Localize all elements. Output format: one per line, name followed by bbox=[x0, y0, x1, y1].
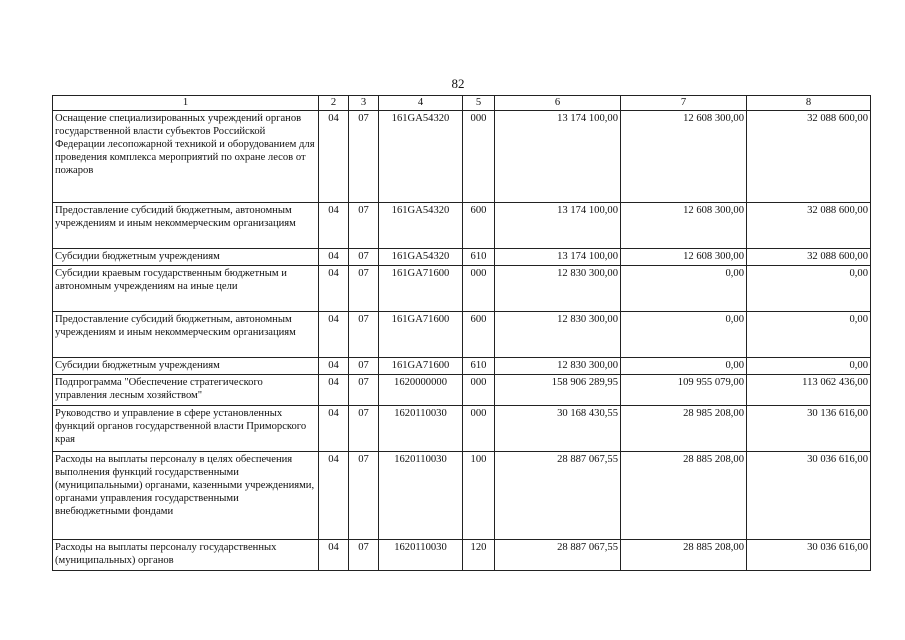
row-subsection: 07 bbox=[349, 312, 379, 358]
row-amount-3: 0,00 bbox=[747, 358, 871, 375]
row-subsection: 07 bbox=[349, 111, 379, 203]
budget-table bbox=[52, 95, 871, 571]
row-expense-type: 000 bbox=[463, 375, 495, 406]
row-amount-3: 30 036 616,00 bbox=[747, 452, 871, 540]
table-row bbox=[53, 540, 871, 571]
row-expense-type: 600 bbox=[463, 203, 495, 249]
table-row bbox=[53, 266, 871, 312]
row-target-code: 161GA54320 bbox=[379, 249, 463, 266]
table-row bbox=[53, 358, 871, 375]
row-expense-type: 100 bbox=[463, 452, 495, 540]
row-amount-2: 12 608 300,00 bbox=[621, 111, 747, 203]
row-target-code: 161GA71600 bbox=[379, 358, 463, 375]
row-section: 04 bbox=[319, 540, 349, 571]
row-section: 04 bbox=[319, 249, 349, 266]
row-amount-2: 109 955 079,00 bbox=[621, 375, 747, 406]
row-expense-type: 000 bbox=[463, 406, 495, 452]
row-name: Расходы на выплаты персоналу государственных (муниципальных) органов bbox=[53, 540, 319, 571]
row-section: 04 bbox=[319, 406, 349, 452]
row-expense-type: 600 bbox=[463, 312, 495, 358]
column-header: 7 bbox=[621, 96, 747, 111]
row-amount-3: 32 088 600,00 bbox=[747, 249, 871, 266]
row-expense-type: 610 bbox=[463, 249, 495, 266]
row-section: 04 bbox=[319, 452, 349, 540]
table-row bbox=[53, 249, 871, 266]
row-name: Руководство и управление в сфере установленных функций органов государственной власти Приморского края bbox=[53, 406, 319, 452]
column-header: 3 bbox=[349, 96, 379, 111]
row-target-code: 161GA54320 bbox=[379, 203, 463, 249]
row-subsection: 07 bbox=[349, 203, 379, 249]
row-amount-2: 0,00 bbox=[621, 266, 747, 312]
row-name: Предоставление субсидий бюджетным, автономным учреждениям и иным некоммерческим организациям bbox=[53, 312, 319, 358]
row-amount-1: 13 174 100,00 bbox=[495, 203, 621, 249]
row-amount-3: 0,00 bbox=[747, 266, 871, 312]
row-name: Оснащение специализированных учреждений органов государственной власти субъектов Российской Федерации лесопожарной техникой и оборудованием для проведения комплекса мероприятий по охране лесов от пожаров bbox=[53, 111, 319, 203]
row-amount-2: 28 885 208,00 bbox=[621, 452, 747, 540]
row-section: 04 bbox=[319, 312, 349, 358]
row-section: 04 bbox=[319, 358, 349, 375]
table-row bbox=[53, 203, 871, 249]
row-expense-type: 000 bbox=[463, 111, 495, 203]
row-amount-1: 13 174 100,00 bbox=[495, 249, 621, 266]
table-row bbox=[53, 312, 871, 358]
row-target-code: 1620110030 bbox=[379, 406, 463, 452]
row-amount-3: 113 062 436,00 bbox=[747, 375, 871, 406]
row-amount-3: 30 136 616,00 bbox=[747, 406, 871, 452]
row-name: Подпрограмма "Обеспечение стратегического управления лесным хозяйством" bbox=[53, 375, 319, 406]
row-subsection: 07 bbox=[349, 249, 379, 266]
row-amount-1: 13 174 100,00 bbox=[495, 111, 621, 203]
row-subsection: 07 bbox=[349, 452, 379, 540]
row-target-code: 1620110030 bbox=[379, 540, 463, 571]
column-header: 4 bbox=[379, 96, 463, 111]
row-name: Предоставление субсидий бюджетным, автономным учреждениям и иным некоммерческим организациям bbox=[53, 203, 319, 249]
row-expense-type: 000 bbox=[463, 266, 495, 312]
row-amount-3: 32 088 600,00 bbox=[747, 111, 871, 203]
row-subsection: 07 bbox=[349, 406, 379, 452]
row-subsection: 07 bbox=[349, 358, 379, 375]
row-amount-3: 0,00 bbox=[747, 312, 871, 358]
row-subsection: 07 bbox=[349, 266, 379, 312]
page-number: 82 bbox=[451, 76, 465, 91]
header-row bbox=[53, 96, 871, 111]
row-section: 04 bbox=[319, 111, 349, 203]
table-row bbox=[53, 406, 871, 452]
table-row bbox=[53, 452, 871, 540]
table-row bbox=[53, 375, 871, 406]
row-expense-type: 610 bbox=[463, 358, 495, 375]
row-amount-1: 30 168 430,55 bbox=[495, 406, 621, 452]
row-target-code: 161GA71600 bbox=[379, 312, 463, 358]
row-amount-2: 0,00 bbox=[621, 358, 747, 375]
column-header: 5 bbox=[463, 96, 495, 111]
row-amount-2: 12 608 300,00 bbox=[621, 203, 747, 249]
row-amount-2: 28 985 208,00 bbox=[621, 406, 747, 452]
row-target-code: 161GA71600 bbox=[379, 266, 463, 312]
row-amount-2: 28 885 208,00 bbox=[621, 540, 747, 571]
row-amount-1: 158 906 289,95 bbox=[495, 375, 621, 406]
column-header: 1 bbox=[53, 96, 319, 111]
column-header: 8 bbox=[747, 96, 871, 111]
row-target-code: 161GA54320 bbox=[379, 111, 463, 203]
row-amount-1: 28 887 067,55 bbox=[495, 452, 621, 540]
row-amount-1: 28 887 067,55 bbox=[495, 540, 621, 571]
row-amount-1: 12 830 300,00 bbox=[495, 358, 621, 375]
row-target-code: 1620000000 bbox=[379, 375, 463, 406]
row-name: Расходы на выплаты персоналу в целях обеспечения выполнения функций государственными (муниципальными) органами, казенными учреждениями, органами управления государственными внебюджетными фондами bbox=[53, 452, 319, 540]
column-header: 6 bbox=[495, 96, 621, 111]
row-amount-3: 30 036 616,00 bbox=[747, 540, 871, 571]
row-name: Субсидии краевым государственным бюджетным и автономным учреждениям на иные цели bbox=[53, 266, 319, 312]
row-section: 04 bbox=[319, 203, 349, 249]
row-subsection: 07 bbox=[349, 540, 379, 571]
row-name: Субсидии бюджетным учреждениям bbox=[53, 249, 319, 266]
table-row bbox=[53, 111, 871, 203]
row-name: Субсидии бюджетным учреждениям bbox=[53, 358, 319, 375]
row-amount-2: 0,00 bbox=[621, 312, 747, 358]
row-section: 04 bbox=[319, 375, 349, 406]
row-section: 04 bbox=[319, 266, 349, 312]
column-header: 2 bbox=[319, 96, 349, 111]
row-subsection: 07 bbox=[349, 375, 379, 406]
row-expense-type: 120 bbox=[463, 540, 495, 571]
row-amount-2: 12 608 300,00 bbox=[621, 249, 747, 266]
row-amount-1: 12 830 300,00 bbox=[495, 312, 621, 358]
row-amount-1: 12 830 300,00 bbox=[495, 266, 621, 312]
row-target-code: 1620110030 bbox=[379, 452, 463, 540]
row-amount-3: 32 088 600,00 bbox=[747, 203, 871, 249]
